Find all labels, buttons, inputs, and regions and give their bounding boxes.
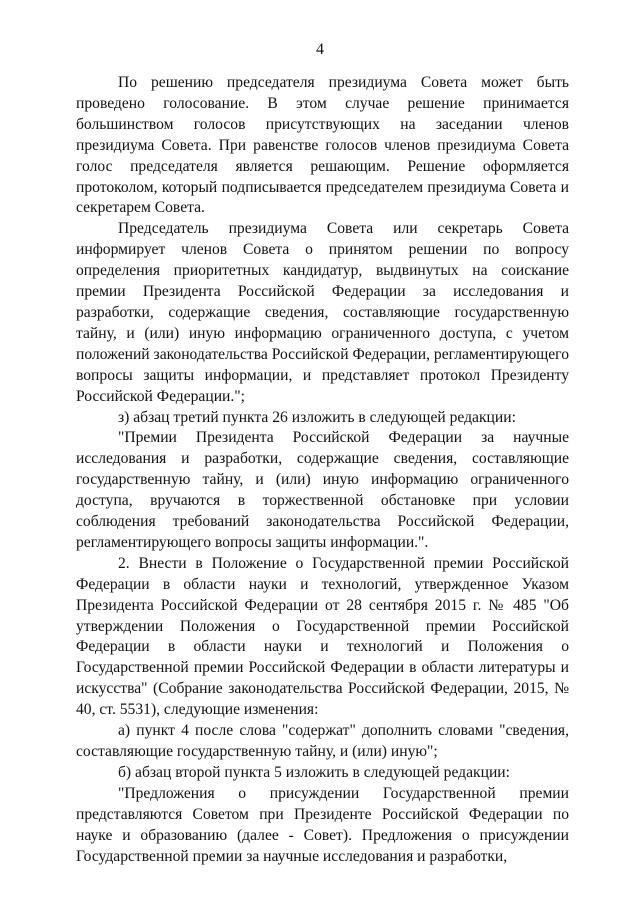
paragraph-item-z: з) абзац третий пункта 26 изложить в следующей редакции: — [118, 408, 516, 426]
paragraph-amendment-2: 2. Внести в Положение о Государственной премии Российской Федерации в области науки и технологий, утвержденное Указом Президента Российской Федерации от 28 сентября 2015 г. № 485 "Об утверждении Положения о Государственной премии Российской Федерации в области науки и технологий и Положения о Государственной премии Российской Федерации в области литературы и искусства" (Собрание законодательства Российской Федерации, 2015, № 40, ст. 5531), следующие изменения: — [76, 554, 569, 719]
paragraph-presidium-voting: По решению председателя президиума Совета может быть проведено голосование. В этом случае решение принимается большинством голосов присутствующих на заседании членов президиума Совета. При равенстве голосов членов президиума Совета голос председателя является решающим. Решение оформляется протоколом, который подписывается председателем президиума Совета и секретарем Совета. — [76, 74, 569, 217]
paragraph-prize-presentation: "Премии Президента Российской Федерации за научные исследования и разработки, содержащие сведения, составляющие государственную тайну, и (или) иную информацию ограниченного доступа, вручаются в торжественной обстановке при условии соблюдения требований законодательства Российской Федерации, регламентирующего вопросы защиты информации.". — [76, 429, 569, 551]
page-number: 4 — [316, 41, 324, 58]
paragraph-chairman-informs: Председатель президиума Совета или секретарь Совета информирует членов Совета о принятом решении по вопросу определения приоритетных кандидатур, выдвинутых на соискание премии Президента Российской Федерации за исследования и разработки, содержащие сведения, составляющие государственную тайну, и (или) иную информацию ограниченного доступа, с учетом положений законодательства Российской Федерации, регламентирующего вопросы защиты информации, и представляет протокол Президенту Российской Федерации."; — [76, 220, 569, 405]
paragraph-item-b: б) абзац второй пункта 5 изложить в следующей редакции: — [118, 763, 510, 781]
paragraph-item-a: а) пункт 4 после слова "содержат" дополнить словами "сведения, составляющие государственную тайну, и (или) иную"; — [76, 722, 569, 760]
document-body — [76, 73, 569, 867]
paragraph-proposals: "Предложения о присуждении Государственной премии представляются Советом при Президенте Российской Федерации по науке и образованию (далее - Совет). Предложения о присуждении Государственной премии за научные исследования и разработки, — [76, 784, 569, 865]
